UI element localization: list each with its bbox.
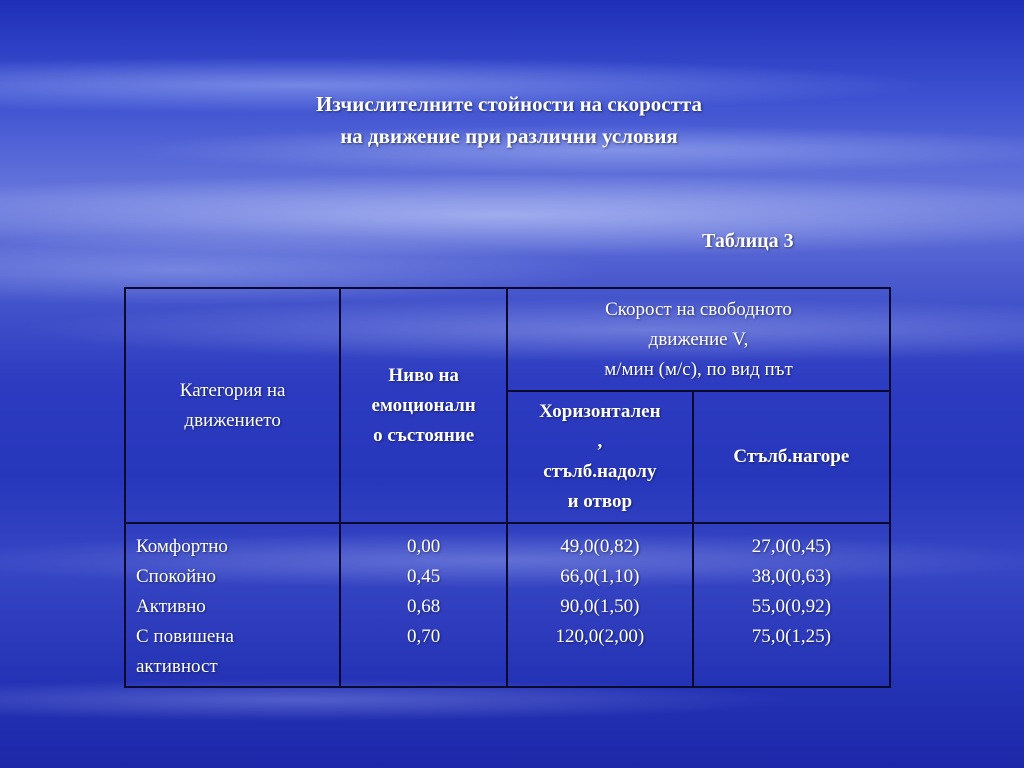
emotion-value: 0,45 [407, 566, 441, 587]
header-text: о състояние [373, 424, 475, 446]
header-text: , [597, 431, 603, 452]
header-text: и отвор [567, 491, 633, 512]
category-label: С повишена [136, 626, 234, 647]
header-emotion-level [340, 288, 507, 523]
speed-table [124, 287, 891, 688]
horizontal-value: 49,0(0,82) [560, 536, 640, 557]
header-stairs-up: Стълб.нагоре [693, 391, 890, 523]
header-free-speed [507, 288, 890, 391]
header-text: движението [184, 409, 281, 431]
category-label: Активно [136, 596, 206, 617]
horizontal-values-cell [507, 523, 693, 687]
header-text: емоционалн [371, 394, 476, 416]
header-category [125, 288, 340, 523]
slide-title-line-1: Изчислителните стойности на скоростта [316, 92, 702, 116]
emotion-value: 0,68 [407, 596, 441, 617]
header-text: стълб.надолу [543, 461, 657, 482]
category-cell [125, 523, 340, 687]
header-text: Хоризонтален [539, 401, 661, 422]
emotion-values-cell [340, 523, 507, 687]
horizontal-value: 120,0(2,00) [555, 626, 645, 647]
header-text: Скорост на свободното [605, 298, 792, 320]
category-label: Комфортно [136, 536, 228, 557]
emotion-value: 0,70 [407, 626, 441, 647]
slide-title [0, 88, 1018, 152]
stairs-up-values-cell [693, 523, 890, 687]
header-text: Ниво на [388, 364, 459, 386]
stairs-up-value: 38,0(0,63) [751, 566, 831, 587]
header-text: Категория на [179, 379, 286, 401]
table-label: Таблица 3 [702, 230, 794, 252]
stairs-up-value: 55,0(0,92) [751, 596, 831, 617]
header-text: м/мин (м/с), по вид път [604, 358, 793, 380]
slide-title-line-2: на движение при различни условия [340, 124, 678, 148]
emotion-value: 0,00 [407, 536, 441, 557]
stairs-up-value: 27,0(0,45) [751, 536, 831, 557]
category-label: активност [136, 656, 218, 677]
header-text: движение V, [648, 328, 749, 350]
horizontal-value: 66,0(1,10) [560, 566, 640, 587]
table-header-row [125, 288, 890, 391]
horizontal-value: 90,0(1,50) [560, 596, 640, 617]
table-row [125, 523, 890, 687]
header-horizontal [507, 391, 693, 523]
stairs-up-value: 75,0(1,25) [751, 626, 831, 647]
category-label: Спокойно [136, 566, 216, 587]
